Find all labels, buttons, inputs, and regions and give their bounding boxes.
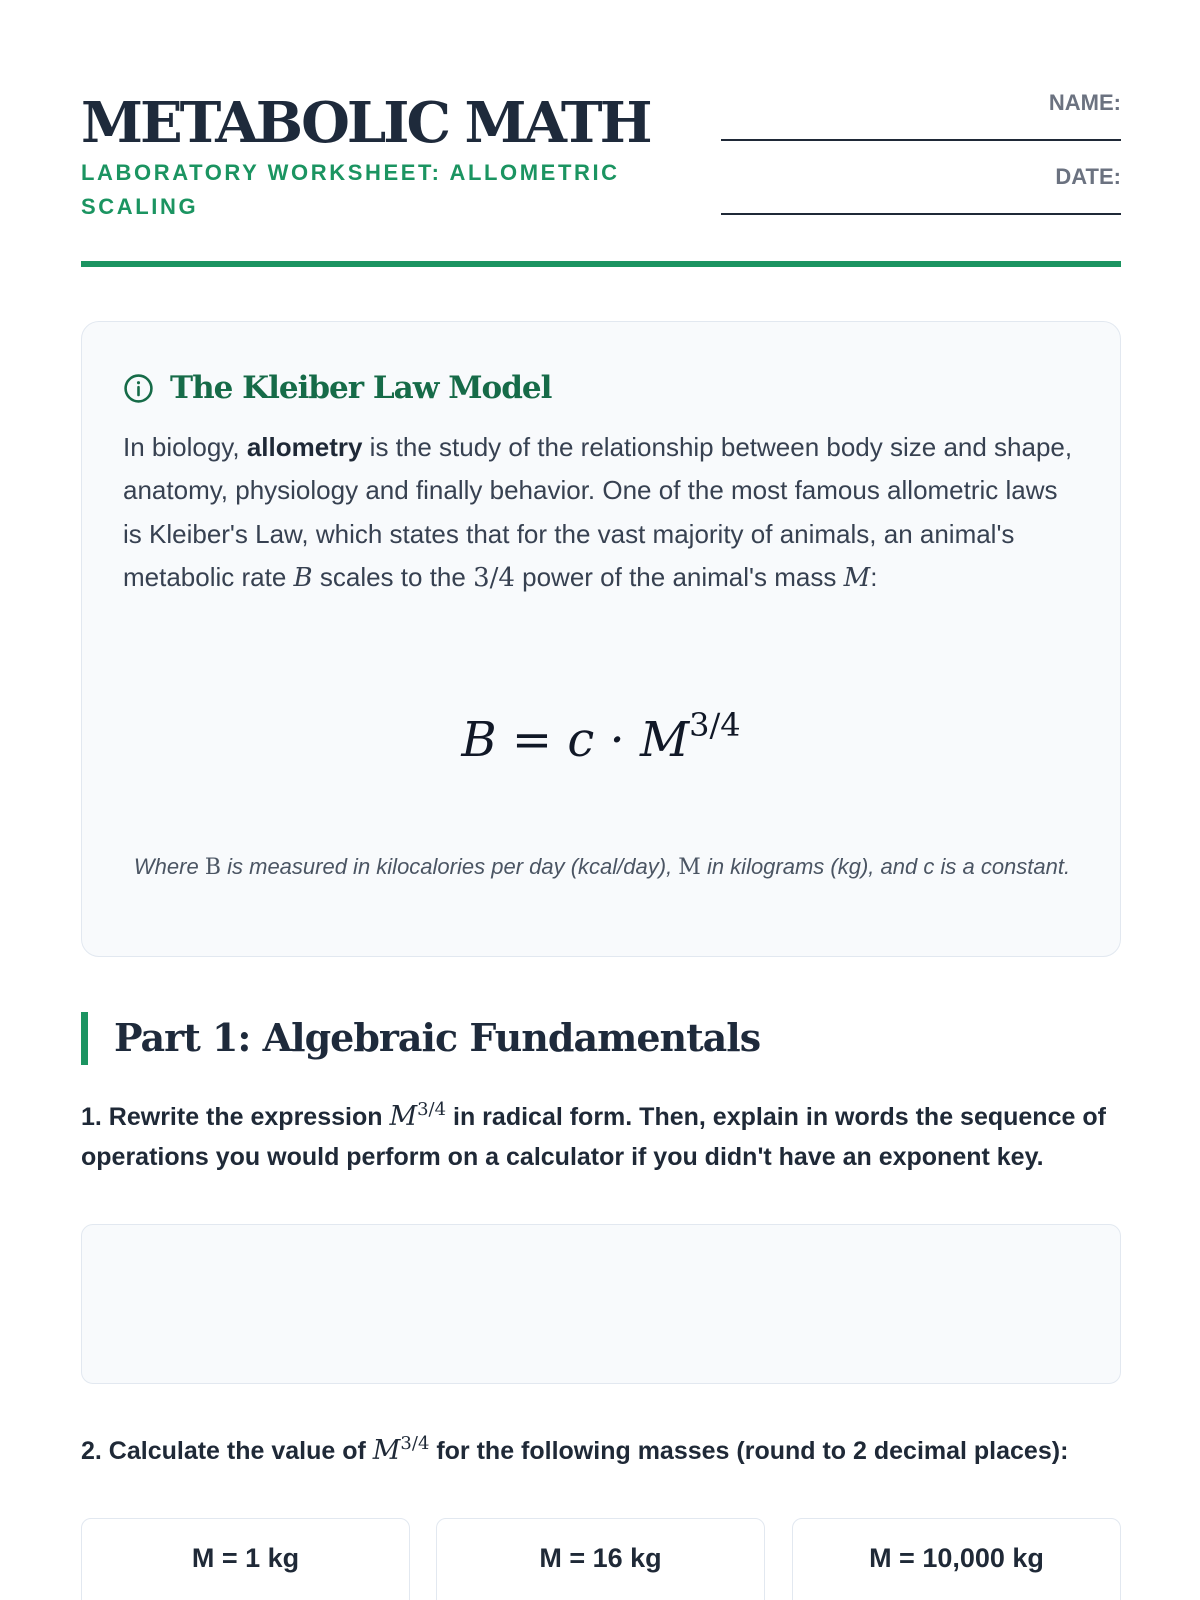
question-2 xyxy=(81,1424,1121,1471)
info-text: power of the animal's mass xyxy=(514,561,844,592)
section-accent-bar xyxy=(81,1012,88,1065)
worksheet-header xyxy=(81,90,1121,265)
mass-card[interactable] xyxy=(81,1518,410,1600)
kleiber-info-box xyxy=(81,321,1121,957)
math-exponent: 3/4 xyxy=(400,1433,430,1454)
mass-card[interactable] xyxy=(436,1518,765,1600)
mass-card[interactable] xyxy=(792,1518,1121,1600)
note-text: in kilograms (kg), and c is a constant. xyxy=(700,854,1071,879)
info-text: : xyxy=(870,561,878,592)
note-text: is measured in kilocalories per day (kcal/day), xyxy=(221,854,679,879)
math-exponent: 3/4 xyxy=(417,1099,447,1120)
info-heading xyxy=(123,368,551,408)
question-text: for the following masses (round to 2 decimal places): xyxy=(429,1437,1069,1465)
date-label: DATE: xyxy=(1055,164,1121,189)
header-divider xyxy=(81,261,1121,267)
math-var: M xyxy=(389,1101,418,1132)
date-field[interactable] xyxy=(721,213,1121,215)
info-title: The Kleiber Law Model xyxy=(170,370,552,406)
question-text: 2. Calculate the value of xyxy=(81,1437,373,1465)
mass-label: M = 1 kg xyxy=(191,1543,300,1573)
mass-label: M = 16 kg xyxy=(539,1543,662,1573)
name-label: NAME: xyxy=(1048,90,1121,115)
formula-body: B = c · M xyxy=(461,712,690,768)
mass-label: M = 10,000 kg xyxy=(869,1543,1044,1573)
info-text: is the study of the relationship between body size and shape, anatomy, physiology and finally behavior. One of the most famous allometric laws is Kleiber's Law, which states that for the vast majority of animals, an animal's metabolic rate xyxy=(123,432,1073,592)
question-text: 1. Rewrite the expression xyxy=(81,1103,390,1131)
math-var: M xyxy=(843,562,871,593)
math-num: 3/4 xyxy=(473,562,515,593)
page-title: METABOLIC MATH xyxy=(81,90,650,156)
formula-exponent: 3/4 xyxy=(689,706,741,744)
note-text: Where xyxy=(133,854,205,879)
info-text: In biology, xyxy=(123,432,247,462)
info-text: scales to the xyxy=(312,561,474,592)
math-var: M xyxy=(372,1435,401,1466)
math-var: B xyxy=(204,855,221,880)
info-icon xyxy=(123,373,154,404)
formula-note xyxy=(122,850,1082,884)
page-subtitle: LABORATORY WORKSHEET: ALLOMETRIC SCALING xyxy=(81,160,620,219)
answer-box-q1[interactable] xyxy=(81,1224,1121,1384)
question-text: in radical form. Then, explain in words the sequence of operations you would perform on a calculator if you didn't have an exponent key. xyxy=(81,1103,1106,1171)
info-paragraph xyxy=(123,426,1083,600)
kleiber-formula xyxy=(82,706,1120,768)
section-title: Part 1: Algebraic Fundamentals xyxy=(114,1015,761,1060)
question-1 xyxy=(81,1090,1121,1177)
info-bold-term: allometry xyxy=(246,432,363,462)
math-var: B xyxy=(293,562,313,593)
name-field[interactable] xyxy=(721,139,1121,141)
math-var: M xyxy=(678,855,701,880)
